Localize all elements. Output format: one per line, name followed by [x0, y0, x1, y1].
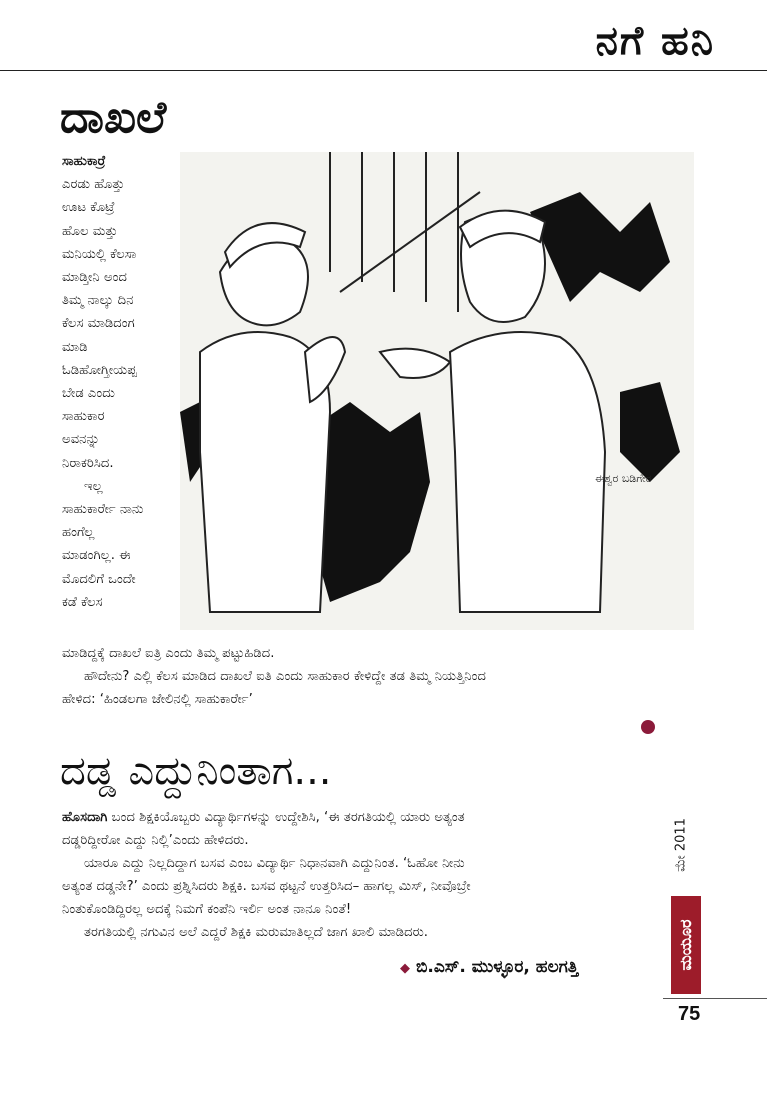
cartoonist-signature: ಈಶ್ವರ ಬಡಿಗೇರ [595, 472, 652, 485]
issue-date [667, 800, 695, 890]
story-line: ಮನಿಯಲ್ಲಿ ಕೆಲಸಾ [62, 246, 137, 262]
story-line: ತರಗತಿಯಲ್ಲಿ ನಗುವಿನ ಅಲೆ ಎದ್ದರೆ ಶಿಕ್ಷಕಿ ಮರುಮಾತಿಲ್ಲದೆ ಜಾಗ ಖಾಲಿ ಮಾಡಿದರು. [84, 925, 428, 940]
story1-narrow-column [62, 150, 180, 614]
magazine-name: ಮಯೂರ [676, 919, 695, 971]
story-line: ಎರಡು ಹೊತ್ತು [62, 177, 125, 193]
story-line: ದಡ್ಡರಿದ್ದೀರೋ ಎದ್ದು ನಿಲ್ಲಿ’ಎಂದು ಹೇಳಿದರು. [62, 833, 249, 848]
story-line: ಮಾಡಂಗಿಲ್ಲ. ಈ [62, 548, 131, 564]
story-line: ಅತ್ಯಂತ ದಡ್ಡನೇ?’ ಎಂದು ಪ್ರಶ್ನಿಸಿದರು ಶಿಕ್ಷಕಿ. ಬಸವ ಥಟ್ಟನೆ ಉತ್ತರಿಸಿದ– ಹಾಗಲ್ಲ ಮಿಸ್, ನೀವೊಬ್ರೇ [62, 879, 471, 894]
author-credit [400, 957, 578, 977]
story-line: ಬೇಡ ಎಂದು [62, 386, 115, 402]
story-line: ಹೊಲ ಮತ್ತು [62, 223, 118, 239]
magazine-logo [671, 896, 701, 994]
page-number: 75 [678, 1003, 701, 1025]
header-divider [0, 70, 767, 71]
story2-title: ದಡ್ಡ ಎದ್ದುನಿಂತಾಗ... [60, 748, 332, 794]
story2-body [62, 806, 662, 944]
story-line: ತಿಮ್ಮ ನಾಲ್ಕು ದಿನ [62, 293, 134, 309]
story-line: ಇಲ್ಲ [84, 478, 103, 494]
story-line: ಹೌದೇನು? ಎಲ್ಲಿ ಕೆಲಸ ಮಾಡಿದ ದಾಖಲೆ ಐತಿ ಎಂದು ಸಾಹುಕಾರ ಕೇಳಿದ್ದೇ ತಡ ತಿಮ್ಮ ನಿಯತ್ತಿನಿಂದ [84, 669, 486, 684]
story-line: ಅವನನ್ನು [62, 432, 100, 448]
story-line: ಮಾಡಿ [62, 339, 88, 355]
story-line: ಬಂದ ಶಿಕ್ಷಕಿಯೊಬ್ಬರು ವಿದ್ಯಾರ್ಥಿಗಳನ್ನು ಉದ್ದೇಶಿಸಿ, ‘ಈ ತರಗತಿಯಲ್ಲಿ ಯಾರು ಅತ್ಯಂತ [107, 810, 465, 825]
story-line: ಊಟ ಕೊಟ್ರೆ [62, 200, 115, 216]
diamond-icon: ◆ [400, 961, 410, 976]
story1-continued [62, 642, 662, 711]
story-line: ಸಾಹುಕಾರ [62, 409, 105, 425]
story-line: ಹಂಗೆಲ್ಲ [62, 525, 95, 541]
story-line: ಸಾಹುಕಾರ್ರೇ ನಾನು [62, 502, 144, 518]
story-line: ಹೇಳಿದ: ‘ಹಿಂಡಲಗಾ ಜೇಲಿನಲ್ಲಿ ಸಾಹುಕಾರ್ರೇ’ [62, 692, 253, 707]
story-line: ಮೊದಲಿಗೆ ಒಂದೇ [62, 571, 136, 587]
author-name: ಬಿ.ಎಸ್. ಮುಳ್ಳೂರ, ಹಲಗತ್ತಿ [416, 957, 579, 977]
story-line: ಕೆಲಸ ಮಾಡಿದಂಗ [62, 316, 135, 332]
story-line: ಸಾಹುಕಾರ್ರೆ [62, 154, 106, 169]
story2-lead-word: ಹೊಸದಾಗಿ [62, 810, 108, 825]
story-line: ಯಾರೂ ಎದ್ದು ನಿಲ್ಲದಿದ್ದಾಗ ಬಸವ ಎಂಬ ವಿದ್ಯಾರ್ಥಿ ನಿಧಾನವಾಗಿ ಎದ್ದುನಿಂತ. ‘ಓಹೋ ನೀನು [84, 856, 465, 871]
story-end-dot [641, 720, 655, 734]
story-line: ನಿರಾಕರಿಸಿದ. [62, 455, 114, 471]
story-line: ಕಡೆ ಕೆಲಸ [62, 594, 103, 610]
story-line: ಮಾಡ್ತೀನಿ ಅಂದ [62, 270, 127, 286]
story-line: ಮಾಡಿದ್ದಕ್ಕೆ ದಾಖಲೆ ಐತ್ರಿ ಎಂದು ತಿಮ್ಮ ಪಟ್ಟುಹಿಡಿದ. [62, 646, 275, 661]
story1-title: ದಾಖಲೆ [60, 92, 167, 143]
story-line: ನಿಂತುಕೊಂಡಿದ್ದಿರಲ್ಲ ಅದಕ್ಕೆ ನಿಮಗೆ ಕಂಪೆನಿ ಇರ್ಲಿ ಅಂತ ನಾನೂ ನಿಂತೆ! [62, 902, 352, 917]
section-title: ನಗೆ ಹನಿ [595, 18, 715, 64]
footer-divider [663, 998, 767, 999]
issue-date-text: ಮೇ 2011 [673, 818, 689, 872]
cartoon-illustration [180, 152, 694, 630]
story-line: ಓಡಿಹೋಗ್ತೀಯಪ್ಪ [62, 362, 137, 378]
